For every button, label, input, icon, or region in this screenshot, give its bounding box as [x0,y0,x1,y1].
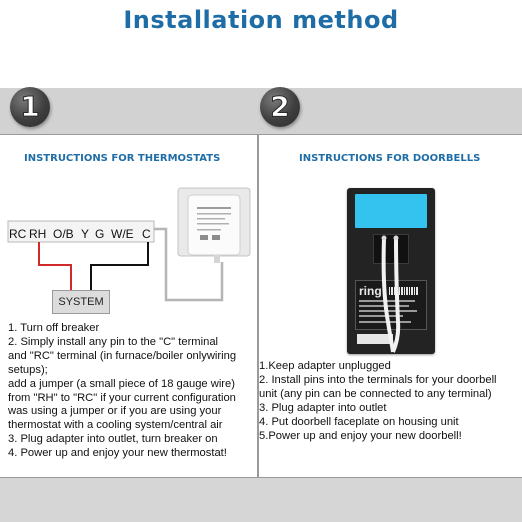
step-line: from "RH" to "RC" if your current configuration [8,391,236,404]
doorbell-steps [259,360,497,443]
step-line: 2. Simply install any pin to the "C" terminal [8,335,219,348]
step-line: add a jumper (a small piece of 18 gauge wire) [8,377,235,390]
terminal-label-rc: RC [9,227,27,241]
terminal-label-y: Y [81,227,90,241]
step-line: was using a jumper or if you are using your [8,405,222,418]
system-box: SYSTEM [52,290,110,314]
step-line: and "RC" terminal (in furnace/boiler onlywiring [8,349,237,362]
step-line: 4. Power up and enjoy your new thermostat! [8,447,227,460]
terminal-label-g: G [95,227,105,241]
doorbell-brand: ring [359,284,382,298]
step-line: 1.Keep adapter unplugged [259,360,391,372]
step-number-badge: 2 [260,87,300,127]
step-line: setups); [8,363,48,376]
step-line: thermostat with a cooling system/central air [8,419,223,432]
step-line: 3. Plug adapter into outlet, turn breaker on [8,433,218,446]
terminal-label-rh: RH [29,227,47,241]
step-line: 5.Power up and enjoy your new doorbell! [259,429,462,442]
page-title: Installation method [123,6,399,34]
terminal-label-c: C [142,227,151,241]
thermostat-heading: INSTRUCTIONS FOR THERMOSTATS [24,153,221,164]
step-line: 4. Put doorbell faceplate on housing unit [259,415,459,428]
terminal-label-we: W/E [111,227,134,241]
doorbell-heading: INSTRUCTIONS FOR DOORBELLS [299,153,481,164]
step-line: 3. Plug adapter into outlet [259,401,387,414]
step-line: unit (any pin can be connected to any terminal) [259,387,492,400]
step-line: 1. Turn off breaker [8,322,100,334]
terminal-label-ob: O/B [53,227,74,241]
step-line: 2. Install pins into the terminals for your doorbell [259,373,497,386]
step-number-badge: 1 [10,87,50,127]
